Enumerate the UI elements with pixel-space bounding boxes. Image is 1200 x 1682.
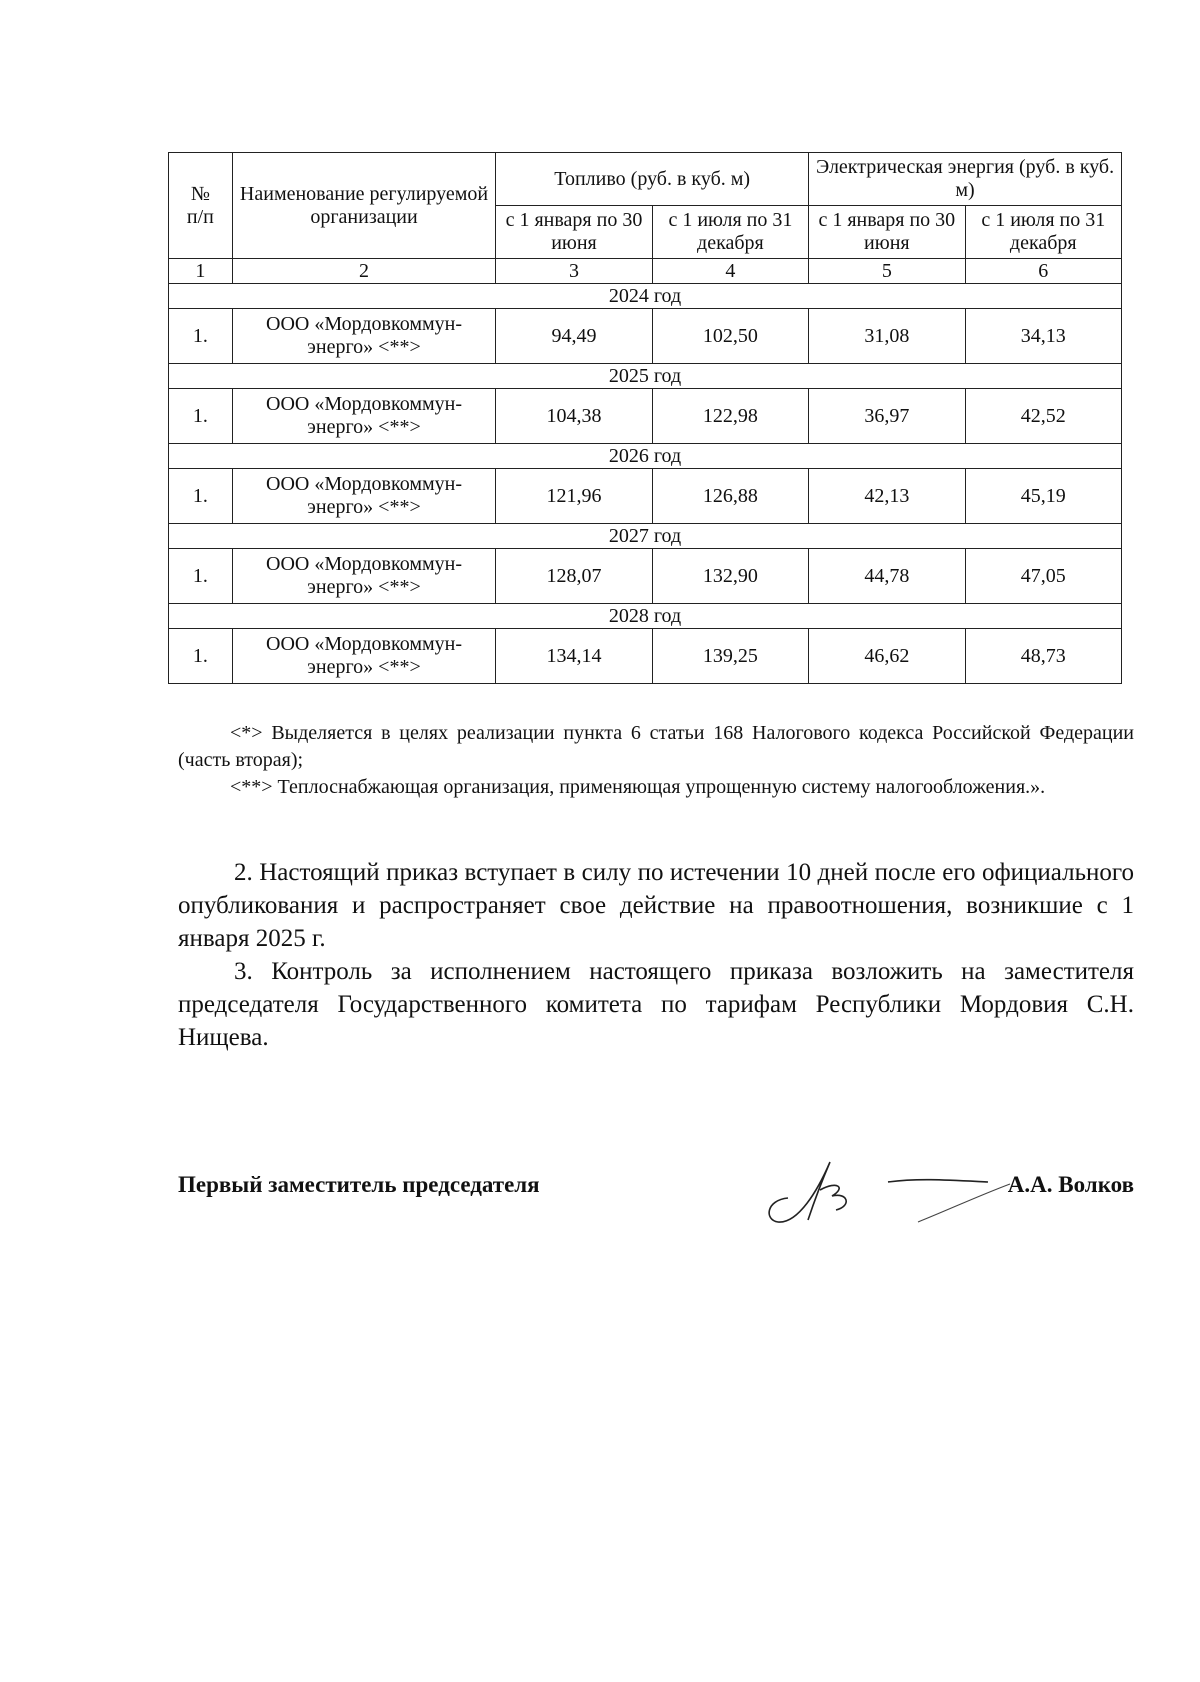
table-row — [169, 309, 1122, 364]
header-period-1: с 1 января по 30 июня — [496, 206, 652, 259]
tariff-value: 44,78 — [809, 549, 965, 604]
table-row — [169, 549, 1122, 604]
header-row-top — [169, 153, 1122, 206]
year-label: 2024 год — [169, 284, 1122, 309]
tariff-value: 31,08 — [809, 309, 965, 364]
tariff-value: 36,97 — [809, 389, 965, 444]
tariff-value: 48,73 — [965, 629, 1121, 684]
footnotes — [178, 720, 1134, 801]
tariff-value: 47,05 — [965, 549, 1121, 604]
column-number: 4 — [652, 259, 808, 284]
tariff-value: 121,96 — [496, 469, 652, 524]
column-number: 6 — [965, 259, 1121, 284]
tariff-value: 134,14 — [496, 629, 652, 684]
header-org: Наименование регулируемой организации — [232, 153, 495, 259]
organization-name: ООО «Мордовкоммун-энерго» <**> — [232, 309, 495, 364]
table-row — [169, 469, 1122, 524]
year-row — [169, 444, 1122, 469]
tariff-value: 122,98 — [652, 389, 808, 444]
organization-name: ООО «Мордовкоммун-энерго» <**> — [232, 389, 495, 444]
row-number: 1. — [169, 549, 233, 604]
row-number: 1. — [169, 629, 233, 684]
header-period-4: с 1 июля по 31 декабря — [965, 206, 1121, 259]
organization-name: ООО «Мордовкоммун-энерго» <**> — [232, 629, 495, 684]
column-numbers-row — [169, 259, 1122, 284]
tariff-value: 104,38 — [496, 389, 652, 444]
organization-name: ООО «Мордовкоммун-энерго» <**> — [232, 469, 495, 524]
organization-name: ООО «Мордовкоммун-энерго» <**> — [232, 549, 495, 604]
tariff-value: 45,19 — [965, 469, 1121, 524]
tariff-table-body — [169, 153, 1122, 684]
tariff-value: 139,25 — [652, 629, 808, 684]
tariff-value: 126,88 — [652, 469, 808, 524]
year-row — [169, 604, 1122, 629]
year-label: 2025 год — [169, 364, 1122, 389]
tariff-value: 46,62 — [809, 629, 965, 684]
signature-block — [178, 1168, 1134, 1248]
header-period-2: с 1 июля по 31 декабря — [652, 206, 808, 259]
column-number: 1 — [169, 259, 233, 284]
table-row — [169, 389, 1122, 444]
year-label: 2028 год — [169, 604, 1122, 629]
tariff-value: 132,90 — [652, 549, 808, 604]
tariff-value: 128,07 — [496, 549, 652, 604]
tariff-value: 102,50 — [652, 309, 808, 364]
row-number: 1. — [169, 309, 233, 364]
row-number: 1. — [169, 469, 233, 524]
column-number: 2 — [232, 259, 495, 284]
signatory-name: А.А. Волков — [1007, 1172, 1134, 1197]
year-row — [169, 364, 1122, 389]
header-electric: Электрическая энергия (руб. в куб. м) — [809, 153, 1122, 206]
tariff-table — [168, 152, 1122, 684]
year-label: 2027 год — [169, 524, 1122, 549]
tariff-value: 42,52 — [965, 389, 1121, 444]
clause-3: 3. Контроль за исполнением настоящего приказа возложить на заместителя председателя Государственного комитета по тарифам Республики Мордовия С.Н. Нищева. — [178, 958, 1134, 1051]
tariff-value: 42,13 — [809, 469, 965, 524]
footnote-1: <*> Выделяется в целях реализации пункта 6 статьи 168 Налогового кодекса Российской Федерации (часть вторая); — [178, 722, 1134, 771]
tariff-value: 94,49 — [496, 309, 652, 364]
year-row — [169, 524, 1122, 549]
footnote-2: <**> Теплоснабжающая организация, применяющая упрощенную систему налогообложения.». — [230, 776, 1046, 798]
row-number: 1. — [169, 389, 233, 444]
header-num: № п/п — [169, 153, 233, 259]
column-number: 5 — [809, 259, 965, 284]
year-row — [169, 284, 1122, 309]
column-number: 3 — [496, 259, 652, 284]
tariff-value: 34,13 — [965, 309, 1121, 364]
header-period-3: с 1 января по 30 июня — [809, 206, 965, 259]
signatory-position: Первый заместитель председателя — [178, 1172, 540, 1197]
header-fuel: Топливо (руб. в куб. м) — [496, 153, 809, 206]
year-label: 2026 год — [169, 444, 1122, 469]
order-clauses — [178, 856, 1134, 1054]
table-row — [169, 629, 1122, 684]
clause-2: 2. Настоящий приказ вступает в силу по истечении 10 дней после его официального опубликования и распространяет свое действие на правоотношения, возникшие с 1 января 2025 г. — [178, 859, 1134, 952]
